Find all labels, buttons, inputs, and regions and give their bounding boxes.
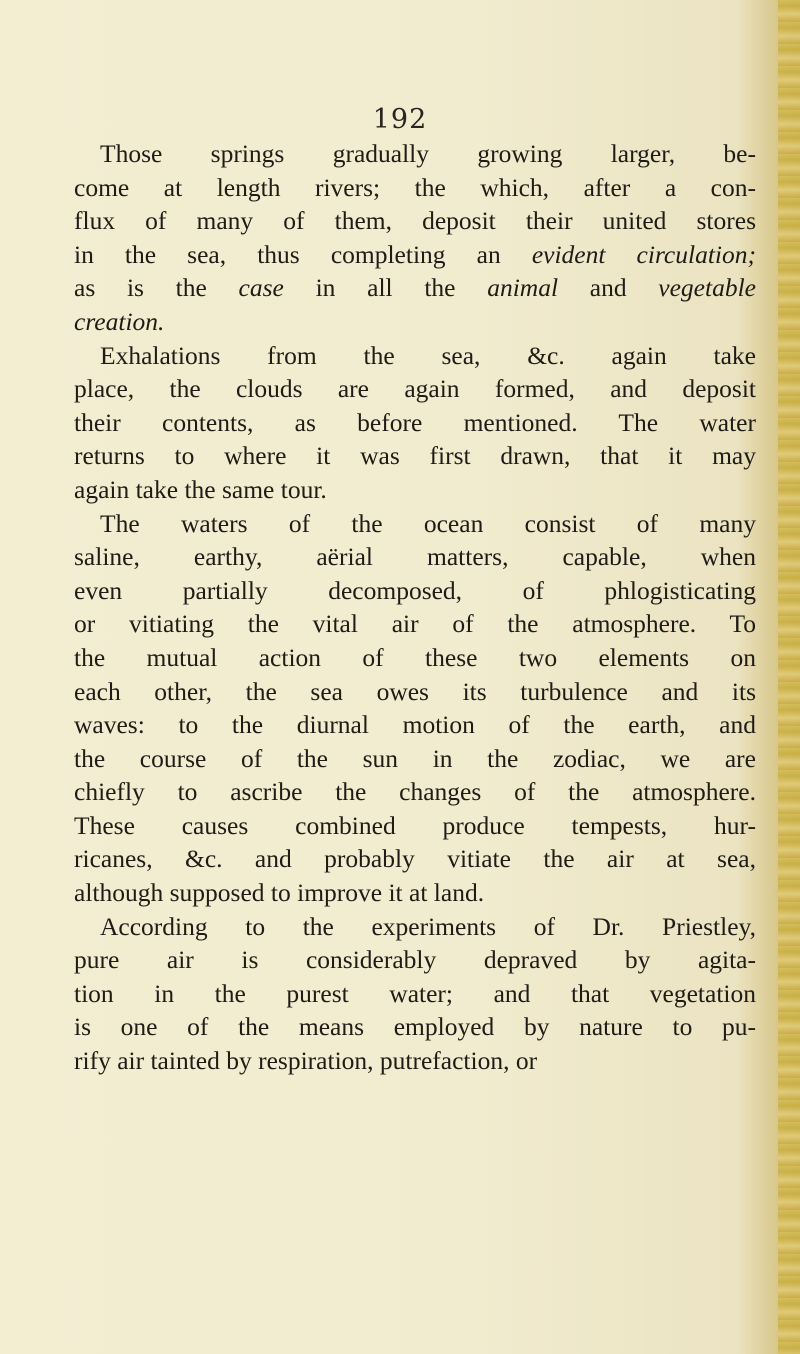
text-line	[74, 540, 756, 574]
text-segment: saline, earthy, aërial matters, capable, when	[74, 542, 756, 572]
text-segment: each other, the sea owes its turbulence and its	[74, 676, 756, 706]
text-segment: Exhalations from the sea, &c. again take	[100, 340, 756, 370]
text-segment: place, the clouds are again formed, and deposit	[74, 374, 756, 404]
text-line	[74, 372, 756, 406]
text-segment: in the sea, thus completing an	[74, 239, 532, 269]
text-segment: their contents, as before mentioned. The water	[74, 407, 756, 437]
text-line	[74, 473, 756, 507]
text-line	[74, 271, 756, 305]
text-segment: again take the same tour.	[74, 474, 327, 504]
page-edge	[778, 0, 800, 1354]
text-line	[74, 439, 756, 473]
text-line	[74, 574, 756, 608]
text-line	[74, 1010, 756, 1044]
text-segment: is one of the means employed by nature to pu-	[74, 1012, 756, 1042]
italic-text: evident circulation;	[531, 239, 756, 269]
text-segment: as is the	[74, 273, 239, 303]
text-segment: flux of many of them, deposit their united stores	[74, 206, 756, 236]
italic-text: animal	[487, 273, 559, 303]
text-segment: chiefly to ascribe the changes of the atmosphere.	[74, 777, 756, 807]
text-segment: in all the	[283, 273, 488, 303]
text-segment: returns to where it was first drawn, that it may	[74, 441, 756, 471]
text-line	[74, 1044, 756, 1078]
text-line	[74, 339, 756, 373]
text-segment: These causes combined produce tempests, hur-	[74, 810, 756, 840]
text-segment: Those springs gradually growing larger, be-	[100, 139, 756, 168]
text-line	[74, 809, 756, 843]
page-number: 192	[372, 104, 428, 135]
italic-text: case	[238, 273, 284, 303]
text-line	[74, 607, 756, 641]
text-segment: waves: to the diurnal motion of the earth, and	[74, 710, 756, 740]
text-line	[74, 742, 756, 776]
text-segment: even partially decomposed, of phlogisticating	[74, 575, 756, 605]
text-line	[74, 641, 756, 675]
text-line	[74, 238, 756, 272]
text-line	[74, 204, 756, 238]
text-line	[74, 775, 756, 809]
text-line	[74, 171, 756, 205]
body-text	[74, 137, 756, 1078]
text-line	[74, 507, 756, 541]
italic-text: creation.	[74, 306, 165, 336]
text-segment: or vitiating the vital air of the atmosphere. To	[74, 609, 756, 639]
text-line	[74, 708, 756, 742]
text-line	[74, 910, 756, 944]
text-line	[74, 842, 756, 876]
text-line	[74, 943, 756, 977]
text-segment: come at length rivers; the which, after a con-	[74, 172, 756, 202]
text-segment: pure air is considerably depraved by agita-	[74, 945, 756, 975]
text-line	[74, 406, 756, 440]
text-line	[74, 876, 756, 910]
text-segment: although supposed to improve it at land.	[74, 878, 485, 908]
text-line	[74, 675, 756, 709]
text-segment: tion in the purest water; and that vegetation	[74, 978, 756, 1008]
text-segment: The waters of the ocean consist of many	[100, 508, 756, 538]
italic-text: vegetable	[658, 273, 756, 303]
text-segment: the course of the sun in the zodiac, we are	[74, 743, 756, 773]
text-segment: rify air tainted by respiration, putrefaction, or	[74, 1046, 538, 1076]
text-segment: and	[558, 273, 659, 303]
text-segment: According to the experiments of Dr. Priestley,	[100, 911, 756, 941]
text-segment: ricanes, &c. and probably vitiate the air at sea,	[74, 844, 756, 874]
text-line	[74, 137, 756, 171]
text-line	[74, 977, 756, 1011]
text-line	[74, 305, 756, 339]
text-segment: the mutual action of these two elements on	[74, 642, 756, 672]
